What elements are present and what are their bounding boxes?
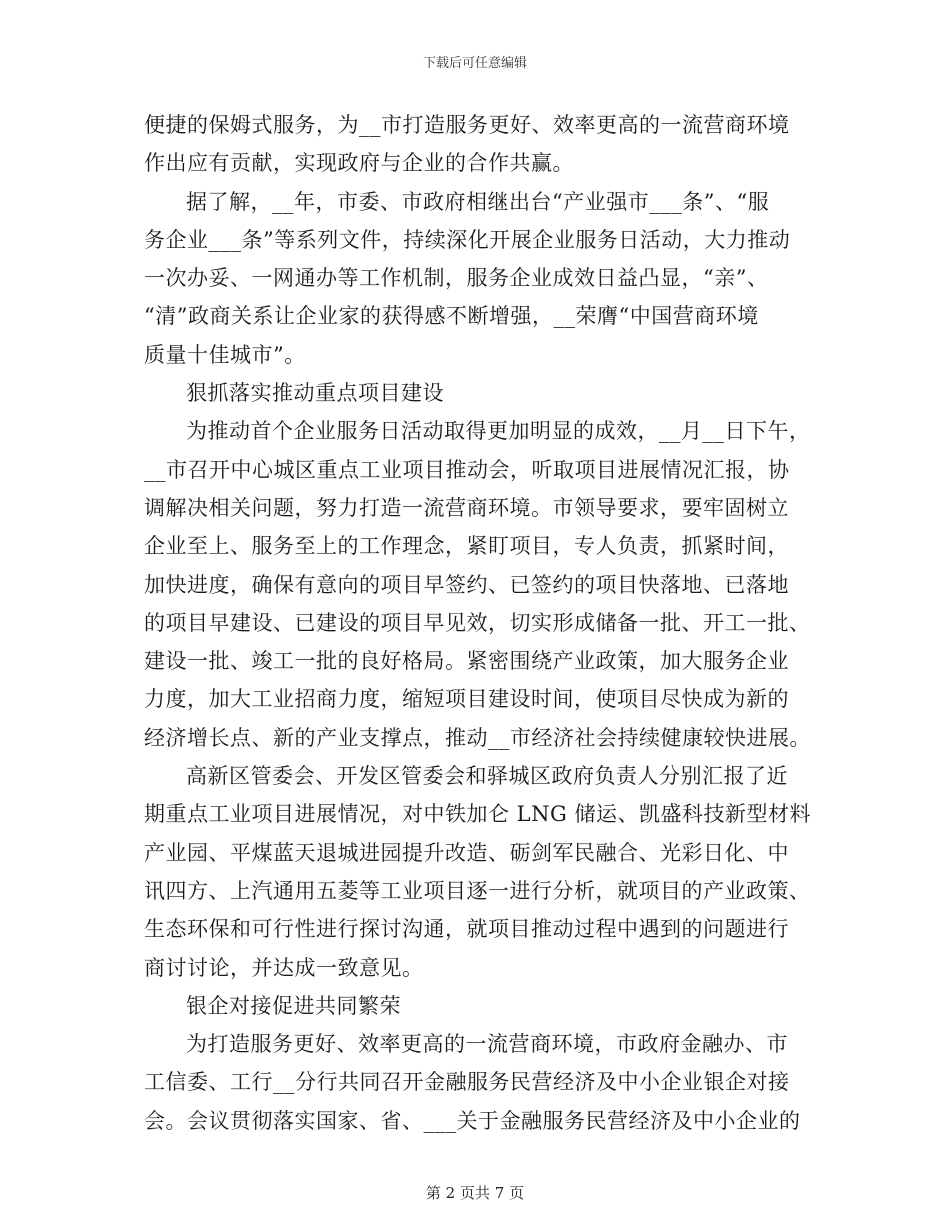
text-line: 务企业___条”等系列文件，持续深化开展企业服务日活动，大力推动: [144, 227, 791, 252]
text-line: 企业至上、服务至上的工作理念，紧盯项目，专人负责，抓紧时间，: [144, 534, 789, 559]
paragraph-start: 高新区管委会、开发区管委会和驿城区政府负责人分别汇报了近: [186, 764, 788, 789]
text-line: 讯四方、上汽通用五菱等工业项目逐一进行分析，就项目的产业政策、: [144, 878, 811, 903]
text-line: 经济增长点、新的产业支撑点，推动__市经济社会持续健康较快进展。: [144, 725, 811, 750]
text-line: 期重点工业项目进展情况，对中铁加仑 LNG 储运、凯盛科技新型材料: [144, 802, 811, 827]
section-heading: 银企对接促进共同繁荣: [186, 993, 401, 1018]
text-line: “清”政商关系让企业家的获得感不断增强，__荣膺“中国营商环境: [144, 304, 759, 329]
text-line: 加快进度，确保有意向的项目早签约、已签约的项目快落地、已落地: [144, 572, 789, 597]
text-line: 调解决相关问题，努力打造一流营商环境。市领导要求，要牢固树立: [144, 495, 789, 520]
text-line: 产业园、平煤蓝天退城进园提升改造、砺剑军民融合、光彩日化、中: [144, 840, 789, 865]
text-line: 生态环保和可行性进行探讨沟通，就项目推动过程中遇到的问题进行: [144, 917, 789, 942]
text-line: 的项目早建设、已建设的项目早见效，切实形成储备一批、开工一批、: [144, 610, 811, 635]
page-header: 下载后可任意编辑: [422, 56, 527, 71]
text-line: 会。会议贯彻落实国家、省、___关于金融服务民营经济及中小企业的: [144, 1108, 801, 1133]
text-line: 工信委、工行__分行共同召开金融服务民营经济及中小企业银企对接: [144, 1070, 790, 1095]
document-body: [144, 106, 811, 1140]
text-line: 便捷的保姆式服务，为__市打造服务更好、效率更高的一流营商环境: [144, 113, 790, 137]
text-line: 质量十佳城市”。: [144, 342, 306, 367]
paragraph-start: 为打造服务更好、效率更高的一流营商环境，市政府金融办、市: [186, 1032, 788, 1057]
text-line: 力度，加大工业招商力度，缩短项目建设时间，使项目尽快成为新的: [144, 687, 789, 712]
text-line: 一次办妥、一网通办等工作机制，服务企业成效日益凸显，“亲”、: [144, 266, 769, 291]
text-line: __市召开中心城区重点工业项目推动会，听取项目进展情况汇报，协: [144, 457, 790, 482]
page-footer: 第 2 页共 7 页: [425, 1184, 525, 1202]
text-line: 作出应有贡献，实现政府与企业的合作共赢。: [144, 151, 574, 176]
paragraph-start: 为推动首个企业服务日活动取得更加明显的成效，__月__日下午，: [186, 419, 811, 444]
text-line: 建设一批、竣工一批的良好格局。紧密围绕产业政策，加大服务企业: [144, 649, 789, 674]
text-line: 商讨讨论，并达成一致意见。: [144, 955, 424, 980]
section-heading: 狠抓落实推动重点项目建设: [186, 381, 444, 406]
paragraph-start: 据了解，__年，市委、市政府相继出台“产业强市___条”、“服: [186, 189, 770, 214]
